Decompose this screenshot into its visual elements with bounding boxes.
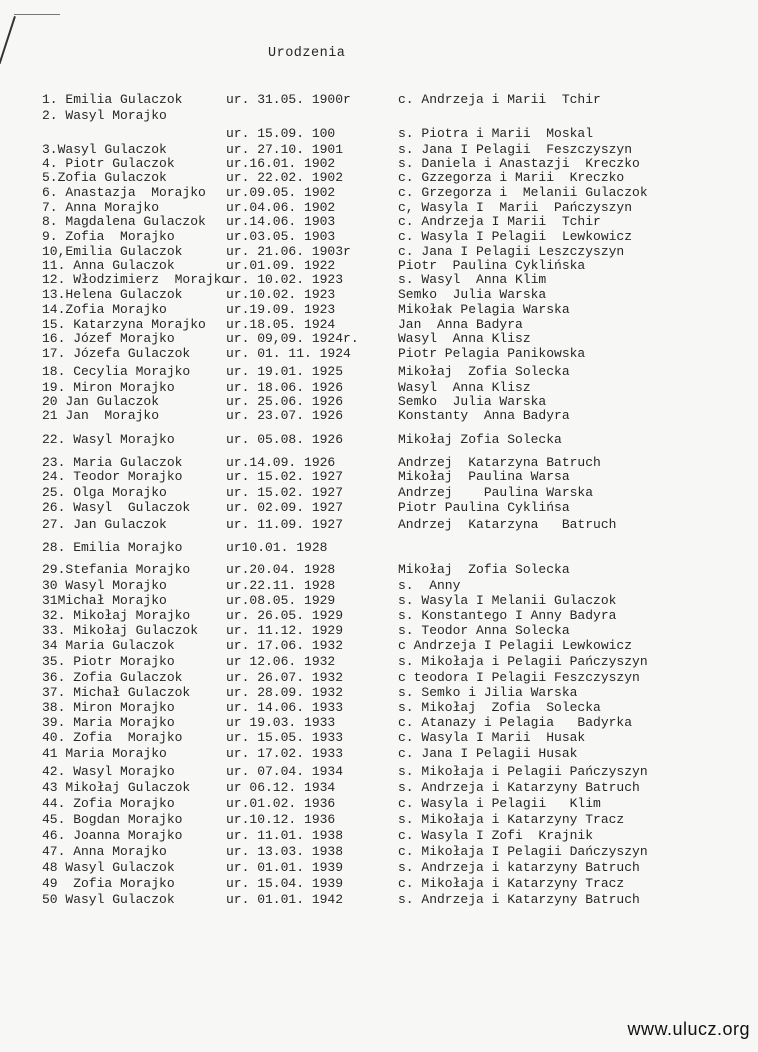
entry-birth-date: ur.09.05. 1902	[226, 185, 336, 200]
entry-birth-date: ur. 01. 11. 1924	[226, 346, 351, 361]
entry-name: 11. Anna Gulaczok	[42, 258, 175, 273]
corner-edge-line	[14, 14, 60, 15]
entry-parents: Mikołaj Zofia Solecka	[398, 562, 570, 577]
entry-parents: s. Semko i Jilia Warska	[398, 685, 578, 700]
entry-birth-date: ur. 14.06. 1933	[226, 700, 344, 715]
entry-birth-date: ur. 07.04. 1934	[226, 764, 344, 779]
entry-name: 20 Jan Gulaczok	[42, 394, 160, 409]
entry-name: 50 Wasyl Gulaczok	[42, 892, 175, 907]
register-entry	[0, 623, 758, 639]
entry-parents: c, Wasyla I Marii Pańczyszyn	[398, 200, 633, 215]
entry-parents: s. Konstantego I Anny Badyra	[398, 608, 617, 623]
entry-name: 13.Helena Gulaczok	[42, 287, 183, 302]
entry-name: 33. Mikołaj Gulaczok	[42, 623, 199, 638]
entry-name: 5.Zofia Gulaczok	[42, 170, 167, 185]
entry-birth-date: ur. 10.02. 1923	[226, 272, 344, 287]
entry-birth-date: ur. 26.05. 1929	[226, 608, 344, 623]
entry-name: 6. Anastazja Morajko	[42, 185, 206, 200]
entry-parents: s. Teodor Anna Solecka	[398, 623, 570, 638]
register-entry	[0, 170, 758, 186]
entry-parents: Piotr Paulina Cyklińska	[398, 258, 586, 273]
entry-birth-date: ur.01.02. 1936	[226, 796, 336, 811]
entry-parents: s. Andrzeja i Katarzyny Batruch	[398, 892, 640, 907]
entry-parents: c teodora I Pelagii Feszczyszyn	[398, 670, 640, 685]
entry-birth-date: ur.14.06. 1903	[226, 214, 336, 229]
entry-name: 48 Wasyl Gulaczok	[42, 860, 175, 875]
register-entry	[0, 746, 758, 762]
entry-birth-date: ur. 15.02. 1927	[226, 469, 344, 484]
register-entry	[0, 608, 758, 624]
entry-parents: c. Mikołaja I Pelagii Dańczyszyn	[398, 844, 648, 859]
entry-parents: Wasyl Anna Klisz	[398, 331, 531, 346]
entry-name: 12. Włodzimierz Morajko	[42, 272, 230, 287]
register-entry	[0, 730, 758, 746]
entry-parents: Wasyl Anna Klisz	[398, 380, 531, 395]
entry-birth-date: ur. 15.02. 1927	[226, 485, 344, 500]
entry-name: 38. Miron Morajko	[42, 700, 175, 715]
corner-scratch-mark	[0, 16, 16, 64]
entry-name: 39. Maria Morajko	[42, 715, 175, 730]
register-entry	[0, 828, 758, 844]
register-entry	[0, 812, 758, 828]
entry-birth-date: ur. 26.07. 1932	[226, 670, 344, 685]
entry-name: 35. Piotr Morajko	[42, 654, 175, 669]
register-entry	[0, 593, 758, 609]
entry-birth-date: ur 19.03. 1933	[226, 715, 336, 730]
entry-parents: Mikołaj Zofia Solecka	[398, 364, 570, 379]
register-entry	[0, 892, 758, 908]
entry-birth-date: ur. 22.02. 1902	[226, 170, 344, 185]
register-entry	[0, 670, 758, 686]
register-entry	[0, 485, 758, 501]
entry-parents: s. Andrzeja i katarzyny Batruch	[398, 860, 640, 875]
register-entry	[0, 562, 758, 578]
entry-parents: c. Jana I Pelagii Leszczyszyn	[398, 244, 625, 259]
entry-parents: Semko Julia Warska	[398, 394, 547, 409]
entry-name: 42. Wasyl Morajko	[42, 764, 175, 779]
register-entry	[0, 92, 758, 108]
entry-birth-date: ur. 05.08. 1926	[226, 432, 344, 447]
entry-birth-date: ur10.01. 1928	[226, 540, 328, 555]
entry-parents: Mikołaj Zofia Solecka	[398, 432, 562, 447]
entry-birth-date: ur. 02.09. 1927	[226, 500, 344, 515]
entry-birth-date: ur. 21.06. 1903r	[226, 244, 351, 259]
entry-parents: c. Andrzeja I Marii Tchir	[398, 214, 601, 229]
entry-birth-date: ur.22.11. 1928	[226, 578, 336, 593]
entry-birth-date: ur 12.06. 1932	[226, 654, 336, 669]
entry-birth-date: ur. 01.01. 1939	[226, 860, 344, 875]
register-entry	[0, 408, 758, 424]
register-entry	[0, 578, 758, 594]
entry-parents: Konstanty Anna Badyra	[398, 408, 570, 423]
entry-parents: c. Mikołaja i Katarzyny Tracz	[398, 876, 625, 891]
entry-name: 37. Michał Gulaczok	[42, 685, 191, 700]
entry-parents: c. Atanazy i Pelagia Badyrka	[398, 715, 633, 730]
entry-parents: c. Jana I Pelagii Husak	[398, 746, 578, 761]
register-entry	[0, 469, 758, 485]
entry-birth-date: ur 06.12. 1934	[226, 780, 336, 795]
entry-birth-date: ur. 11.01. 1938	[226, 828, 344, 843]
entry-name: 18. Cecylia Morajko	[42, 364, 191, 379]
entry-birth-date: ur. 01.01. 1942	[226, 892, 344, 907]
entry-parents: Piotr Paulina Cyklińsa	[398, 500, 570, 515]
entry-parents: c. Wasyla I Pelagii Lewkowicz	[398, 229, 633, 244]
entry-birth-date: ur.01.09. 1922	[226, 258, 336, 273]
entry-parents: s. Anny	[398, 578, 461, 593]
entry-name: 4. Piotr Gulaczok	[42, 156, 175, 171]
entry-name: 28. Emilia Morajko	[42, 540, 183, 555]
register-entry	[0, 185, 758, 201]
register-entry	[0, 229, 758, 245]
register-entry	[0, 287, 758, 303]
register-entry	[0, 700, 758, 716]
entry-birth-date: ur. 11.12. 1929	[226, 623, 344, 638]
entry-name: 15. Katarzyna Morajko	[42, 317, 206, 332]
entry-birth-date: ur.20.04. 1928	[226, 562, 336, 577]
entry-parents: s. Daniela i Anastazji Kreczko	[398, 156, 640, 171]
entry-name: 44. Zofia Morajko	[42, 796, 175, 811]
entry-name: 14.Zofia Morajko	[42, 302, 167, 317]
entry-birth-date: ur. 15.05. 1933	[226, 730, 344, 745]
entry-birth-date: ur. 13.03. 1938	[226, 844, 344, 859]
entry-birth-date: ur. 11.09. 1927	[226, 517, 344, 532]
register-entry	[0, 126, 758, 142]
register-entry	[0, 331, 758, 347]
entry-name: 36. Zofia Gulaczok	[42, 670, 183, 685]
entry-name: 23. Maria Gulaczok	[42, 455, 183, 470]
register-entry	[0, 364, 758, 380]
entry-name: 24. Teodor Morajko	[42, 469, 183, 484]
entry-parents: c. Grzegorza i Melanii Gulaczok	[398, 185, 648, 200]
register-entry	[0, 346, 758, 362]
entry-name: 22. Wasyl Morajko	[42, 432, 175, 447]
entry-birth-date: ur. 17.02. 1933	[226, 746, 344, 761]
entry-parents: s. Mikołaj Zofia Solecka	[398, 700, 601, 715]
entry-name: 25. Olga Morajko	[42, 485, 167, 500]
entry-name: 8. Magdalena Gulaczok	[42, 214, 206, 229]
entry-parents: s. Piotra i Marii Moskal	[398, 126, 594, 141]
register-entry	[0, 517, 758, 533]
entry-birth-date: ur.08.05. 1929	[226, 593, 336, 608]
entry-parents: Andrzej Katarzyna Batruch	[398, 517, 617, 532]
entry-birth-date: ur.04.06. 1902	[226, 200, 336, 215]
register-entry	[0, 302, 758, 318]
entry-parents: Mikołaj Paulina Warsa	[398, 469, 570, 484]
entry-name: 7. Anna Morajko	[42, 200, 160, 215]
entry-parents: c. Gzzegorza i Marii Kreczko	[398, 170, 625, 185]
entry-parents: c. Wasyla I Marii Husak	[398, 730, 586, 745]
entry-name: 46. Joanna Morajko	[42, 828, 183, 843]
entry-parents: s. Jana I Pelagii Feszczyszyn	[398, 142, 633, 157]
entry-parents: s. Wasyl Anna Klim	[398, 272, 547, 287]
website-watermark: www.ulucz.org	[627, 1019, 750, 1039]
register-entry	[0, 540, 758, 556]
page-title: Urodzenia	[268, 46, 346, 61]
entry-name: 34 Maria Gulaczok	[42, 638, 175, 653]
entry-parents: s. Mikołaja i Pelagii Pańczyszyn	[398, 764, 648, 779]
entry-name: 45. Bogdan Morajko	[42, 812, 183, 827]
entry-parents: s. Wasyla I Melanii Gulaczok	[398, 593, 617, 608]
register-entry	[0, 214, 758, 230]
entry-birth-date: ur. 15.09. 100	[226, 126, 336, 141]
entry-birth-date: ur.14.09. 1926	[226, 455, 336, 470]
entry-birth-date: ur. 28.09. 1932	[226, 685, 344, 700]
entry-name: 17. Józefa Gulaczok	[42, 346, 191, 361]
entry-birth-date: ur. 25.06. 1926	[226, 394, 344, 409]
entry-name: 9. Zofia Morajko	[42, 229, 175, 244]
entry-name: 30 Wasyl Morajko	[42, 578, 167, 593]
entry-parents: Jan Anna Badyra	[398, 317, 523, 332]
entry-parents: c. Wasyla i Pelagii Klim	[398, 796, 601, 811]
entry-parents: c. Andrzeja i Marii Tchir	[398, 92, 601, 107]
entry-birth-date: ur.18.05. 1924	[226, 317, 336, 332]
entry-birth-date: ur.16.01. 1902	[226, 156, 336, 171]
entry-parents: c. Wasyla I Zofi Krajnik	[398, 828, 594, 843]
register-entry	[0, 844, 758, 860]
register-entry	[0, 272, 758, 288]
entry-birth-date: ur.10.02. 1923	[226, 287, 336, 302]
entry-parents: Andrzej Paulina Warska	[398, 485, 594, 500]
entry-name: 19. Miron Morajko	[42, 380, 175, 395]
entry-birth-date: ur.19.09. 1923	[226, 302, 336, 317]
register-entry	[0, 780, 758, 796]
register-entry	[0, 108, 758, 124]
entry-name: 2. Wasyl Morajko	[42, 108, 167, 123]
entry-parents: Piotr Pelagia Panikowska	[398, 346, 586, 361]
entry-parents: s. Andrzeja i Katarzyny Batruch	[398, 780, 640, 795]
entry-parents: Andrzej Katarzyna Batruch	[398, 455, 601, 470]
entry-name: 41 Maria Morajko	[42, 746, 167, 761]
entry-name: 27. Jan Gulaczok	[42, 517, 167, 532]
entry-name: 10,Emilia Gulaczok	[42, 244, 183, 259]
register-entry	[0, 796, 758, 812]
entry-parents: Mikołak Pelagia Warska	[398, 302, 570, 317]
entry-birth-date: ur.03.05. 1903	[226, 229, 336, 244]
entry-parents: Semko Julia Warska	[398, 287, 547, 302]
register-entry	[0, 638, 758, 654]
entry-name: 49 Zofia Morajko	[42, 876, 175, 891]
register-entry	[0, 764, 758, 780]
entry-name: 21 Jan Morajko	[42, 408, 160, 423]
entry-name: 1. Emilia Gulaczok	[42, 92, 183, 107]
register-entry	[0, 500, 758, 516]
entry-name: 43 Mikołaj Gulaczok	[42, 780, 191, 795]
register-entry	[0, 654, 758, 670]
register-entry	[0, 715, 758, 731]
register-entry	[0, 860, 758, 876]
entry-birth-date: ur. 23.07. 1926	[226, 408, 344, 423]
entry-name: 47. Anna Morajko	[42, 844, 167, 859]
entry-birth-date: ur. 19.01. 1925	[226, 364, 344, 379]
entry-birth-date: ur. 18.06. 1926	[226, 380, 344, 395]
entry-birth-date: ur. 31.05. 1900r	[226, 92, 351, 107]
register-entry	[0, 876, 758, 892]
entry-parents: c Andrzeja I Pelagii Lewkowicz	[398, 638, 633, 653]
register-entry	[0, 432, 758, 448]
entry-name: 16. Józef Morajko	[42, 331, 175, 346]
entry-birth-date: ur. 09,09. 1924r.	[226, 331, 359, 346]
entry-name: 31Michał Morajko	[42, 593, 167, 608]
entry-name: 40. Zofia Morajko	[42, 730, 183, 745]
entry-name: 3.Wasyl Gulaczok	[42, 142, 167, 157]
entry-name: 32. Mikołaj Morajko	[42, 608, 191, 623]
entry-birth-date: ur.10.12. 1936	[226, 812, 336, 827]
entry-name: 26. Wasyl Gulaczok	[42, 500, 191, 515]
entry-parents: s. Mikołaja i Katarzyny Tracz	[398, 812, 625, 827]
entry-birth-date: ur. 27.10. 1901	[226, 142, 344, 157]
entry-birth-date: ur. 15.04. 1939	[226, 876, 344, 891]
entry-name: 29.Stefania Morajko	[42, 562, 191, 577]
entry-parents: s. Mikołaja i Pelagii Pańczyszyn	[398, 654, 648, 669]
entry-birth-date: ur. 17.06. 1932	[226, 638, 344, 653]
register-entry	[0, 685, 758, 701]
